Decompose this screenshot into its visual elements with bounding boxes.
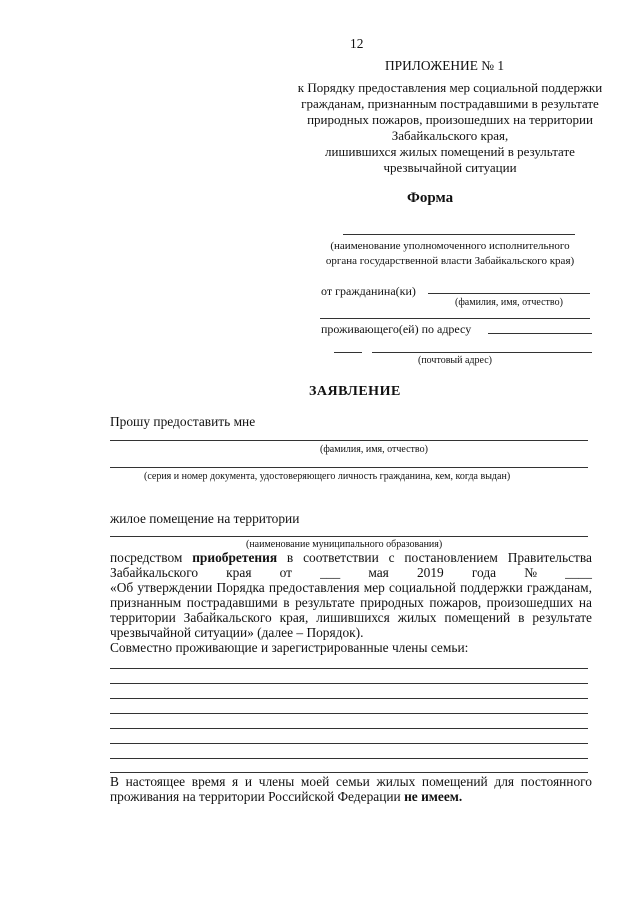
family-label: Совместно проживающие и зарегистрированные члены семьи:	[110, 640, 469, 655]
family-line[interactable]	[110, 698, 588, 699]
document-hint: (серия и номер документа, удостоверяющего личность гражданина, кем, когда выдан)	[144, 471, 511, 482]
housing-text: жилое помещение на территории	[110, 511, 300, 526]
para-line: территории Забайкальского края, лишившихся жилых помещений в результате	[110, 610, 592, 625]
appendix-line: природных пожаров, произошедших на территории	[307, 112, 593, 127]
paragraph-final	[110, 774, 592, 804]
paragraph-main	[110, 550, 592, 655]
address-line[interactable]	[488, 333, 592, 334]
final-bold: не имеем.	[404, 789, 463, 804]
page-number: 12	[350, 36, 364, 51]
family-line[interactable]	[110, 728, 588, 729]
date-blank[interactable]: ___	[320, 565, 341, 580]
para-line: «Об утверждении Порядка предоставления мер социальной поддержки гражданам,	[110, 580, 592, 595]
residing-label: проживающего(ей) по адресу	[321, 322, 472, 336]
para-word: Забайкальского	[110, 565, 199, 580]
appendix-block	[270, 80, 630, 176]
appendix-line: гражданам, признанным пострадавшими в результате	[301, 96, 599, 111]
family-line[interactable]	[110, 758, 588, 759]
form-label: Форма	[407, 190, 454, 206]
statement-title: ЗАЯВЛЕНИЕ	[309, 384, 401, 399]
postal-hint: (почтовый адрес)	[418, 355, 492, 366]
para-word: края	[226, 565, 252, 580]
para-line: признанным пострадавшими в результате природных пожаров, произошедших на	[110, 595, 592, 610]
para-word: года	[471, 565, 497, 580]
fio-hint: (фамилия, имя, отчество)	[320, 444, 428, 455]
from-line[interactable]	[428, 293, 590, 294]
family-line[interactable]	[110, 683, 588, 684]
para-word: с	[388, 550, 395, 565]
family-line[interactable]	[110, 743, 588, 744]
from-label: от гражданина(ки)	[321, 284, 416, 298]
appendix-line: лишившихся жилых помещений в результате	[325, 144, 575, 159]
final-text: проживания на территории Российской Федерации	[110, 789, 401, 804]
para-word: мая	[368, 565, 389, 580]
para-word: посредством	[110, 550, 183, 565]
family-line[interactable]	[110, 772, 588, 773]
para-word: соответствии	[303, 550, 379, 565]
para-word: 2019	[416, 565, 444, 580]
para-word: от	[279, 565, 292, 580]
address-line-2b[interactable]	[372, 352, 592, 353]
para-line: чрезвычайной ситуации» (далее – Порядок).	[110, 625, 364, 640]
para-word: постановлением	[404, 550, 498, 565]
para-word: в	[286, 550, 294, 565]
number-blank[interactable]: ____	[565, 565, 592, 580]
document-line[interactable]	[110, 467, 588, 468]
request-text: Прошу предоставить мне	[110, 414, 256, 429]
from-hint: (фамилия, имя, отчество)	[455, 297, 563, 308]
appendix-line: Забайкальского края,	[391, 128, 509, 143]
para-word: Правительства	[507, 550, 592, 565]
authority-line[interactable]	[343, 234, 575, 235]
appendix-line: чрезвычайной ситуации	[383, 160, 517, 175]
final-line: В настоящее время я и члены моей семьи жилых помещений для постоянного	[110, 774, 592, 789]
authority-hint: органа государственной власти Забайкальского края)	[325, 255, 575, 267]
appendix-title: ПРИЛОЖЕНИЕ № 1	[385, 58, 505, 73]
para-word: №	[524, 565, 537, 580]
address-line-2a[interactable]	[334, 352, 362, 353]
authority-hint: (наименование уполномоченного исполнительного	[330, 240, 570, 252]
para-bold-word: приобретения	[192, 550, 278, 565]
fio-line[interactable]	[110, 440, 588, 441]
family-line[interactable]	[110, 713, 588, 714]
family-line[interactable]	[110, 668, 588, 669]
from-line-2[interactable]	[320, 318, 590, 319]
appendix-line: к Порядку предоставления мер социальной поддержки	[297, 80, 603, 95]
municipality-line[interactable]	[110, 536, 588, 537]
municipality-hint: (наименование муниципального образования)	[246, 539, 443, 550]
